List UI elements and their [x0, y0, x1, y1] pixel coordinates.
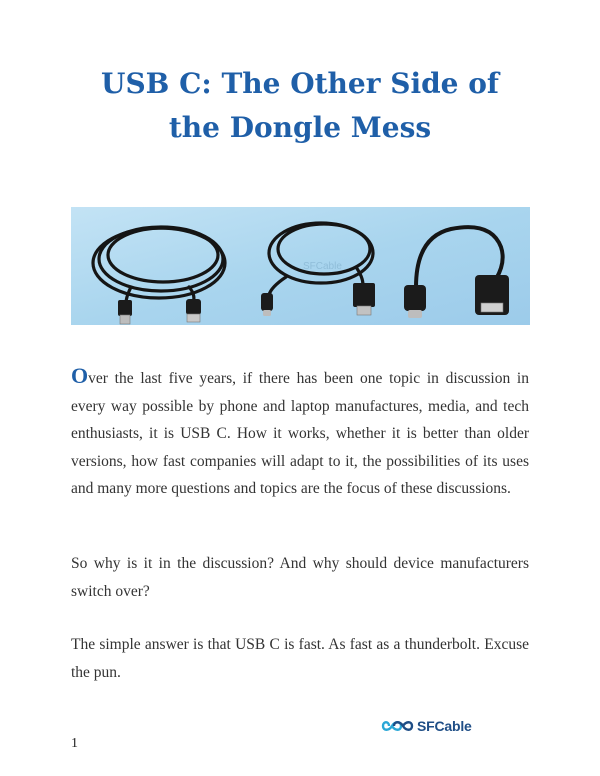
- hero-image: [71, 207, 530, 325]
- title-line-1: USB C: The Other Side of: [101, 67, 499, 100]
- usb-a-connector: [118, 300, 132, 324]
- paragraph-why: So why is it in the discussion? And why should device manufacturers switch over?: [71, 555, 529, 600]
- title-line-2: the Dongle Mess: [168, 111, 432, 144]
- paragraph-intro: [71, 362, 529, 503]
- watermark: SFCable: [303, 261, 342, 272]
- logo-text: SFCable: [417, 718, 472, 734]
- page-number: 1: [71, 736, 78, 751]
- infinity-logo-icon: [380, 717, 414, 735]
- cables-illustration: [71, 207, 530, 325]
- sfcable-logo: [380, 717, 472, 735]
- drop-cap: O: [71, 363, 89, 388]
- paragraph-answer: The simple answer is that USB C is fast. As fast as a thunderbolt. Excuse the pun.: [71, 636, 529, 681]
- usb-a-female-connector: [475, 275, 509, 315]
- usb-b-connector: [186, 299, 201, 322]
- paragraph-intro-text: ver the last five years, if there has been one topic in discussion in every way possible by phone and laptop manufactures, media, and tech enthusiasts, it is USB C. How it works, whether it is better than older versions, how fast companies will adapt to it, the possibilities of its uses and many more questions and topics are the focus of these discussions.: [71, 370, 529, 497]
- page-title: [60, 62, 540, 150]
